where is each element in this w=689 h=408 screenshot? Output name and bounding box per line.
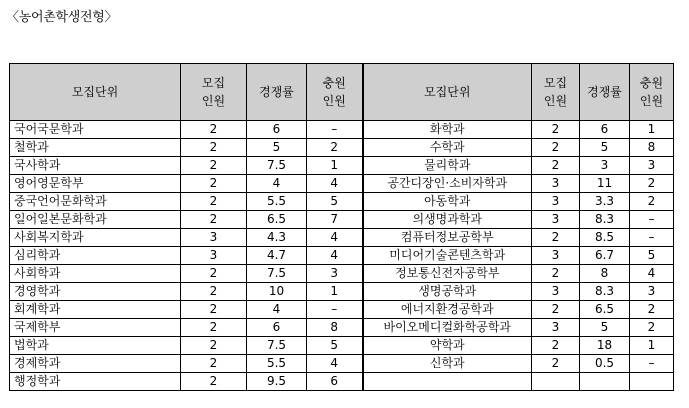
rate-cell: 7.5 bbox=[247, 157, 307, 175]
rate-cell: 8 bbox=[580, 265, 630, 283]
unit-cell: 법학과 bbox=[10, 337, 181, 355]
rate-cell: 4 bbox=[247, 175, 307, 193]
unit-cell: 약학과 bbox=[363, 337, 532, 355]
extra-cell: 8 bbox=[630, 139, 674, 157]
extra-cell: 3 bbox=[630, 157, 674, 175]
table-row bbox=[10, 193, 674, 211]
rate-cell bbox=[580, 373, 630, 391]
extra-cell: 1 bbox=[630, 337, 674, 355]
recruit-cell: 3 bbox=[532, 319, 580, 337]
admission-table bbox=[9, 63, 674, 391]
table-row bbox=[10, 301, 674, 319]
rate-cell: 6 bbox=[247, 319, 307, 337]
recruit-cell bbox=[532, 373, 580, 391]
rate-cell: 3.3 bbox=[580, 193, 630, 211]
rate-cell: 18 bbox=[580, 337, 630, 355]
extra-cell bbox=[630, 373, 674, 391]
unit-cell: 국어국문학과 bbox=[10, 121, 181, 139]
header-extra: 충원 인원 bbox=[630, 64, 674, 121]
rate-cell: 3 bbox=[580, 157, 630, 175]
rate-cell: 0.5 bbox=[580, 355, 630, 373]
unit-cell: 국제학부 bbox=[10, 319, 181, 337]
rate-cell: 6.5 bbox=[247, 211, 307, 229]
extra-cell: 2 bbox=[307, 139, 363, 157]
rate-cell: 6 bbox=[247, 121, 307, 139]
unit-cell: 철학과 bbox=[10, 139, 181, 157]
rate-cell: 5.5 bbox=[247, 193, 307, 211]
table-row bbox=[10, 139, 674, 157]
unit-cell: 사회학과 bbox=[10, 265, 181, 283]
table-body bbox=[10, 121, 674, 391]
extra-cell: 2 bbox=[630, 319, 674, 337]
unit-cell: 생명공학과 bbox=[363, 283, 532, 301]
recruit-cell: 3 bbox=[532, 283, 580, 301]
recruit-cell: 3 bbox=[532, 211, 580, 229]
rate-cell: 5 bbox=[580, 139, 630, 157]
recruit-cell: 2 bbox=[532, 301, 580, 319]
unit-cell: 수학과 bbox=[363, 139, 532, 157]
extra-cell: 1 bbox=[630, 121, 674, 139]
unit-cell: 회계학과 bbox=[10, 301, 181, 319]
header-extra: 충원 인원 bbox=[307, 64, 363, 121]
table-row bbox=[10, 157, 674, 175]
rate-cell: 8.3 bbox=[580, 283, 630, 301]
unit-cell: 아동학과 bbox=[363, 193, 532, 211]
recruit-cell: 2 bbox=[532, 139, 580, 157]
table-row bbox=[10, 319, 674, 337]
unit-cell: 화학과 bbox=[363, 121, 532, 139]
rate-cell: 9.5 bbox=[247, 373, 307, 391]
rate-cell: 5 bbox=[247, 139, 307, 157]
recruit-cell: 2 bbox=[532, 157, 580, 175]
unit-cell: 국사학과 bbox=[10, 157, 181, 175]
recruit-cell: 2 bbox=[181, 157, 247, 175]
extra-cell: 6 bbox=[307, 373, 363, 391]
unit-cell: 컴퓨터정보공학부 bbox=[363, 229, 532, 247]
extra-cell: 1 bbox=[307, 283, 363, 301]
recruit-cell: 3 bbox=[532, 193, 580, 211]
recruit-cell: 2 bbox=[181, 319, 247, 337]
recruit-cell: 2 bbox=[532, 121, 580, 139]
rate-cell: 6 bbox=[580, 121, 630, 139]
recruit-cell: 3 bbox=[532, 175, 580, 193]
table-row bbox=[10, 265, 674, 283]
unit-cell: 신학과 bbox=[363, 355, 532, 373]
header-unit: 모집단위 bbox=[363, 64, 532, 121]
unit-cell: 경제학과 bbox=[10, 355, 181, 373]
rate-cell: 8.5 bbox=[580, 229, 630, 247]
recruit-cell: 2 bbox=[532, 265, 580, 283]
recruit-cell: 2 bbox=[532, 337, 580, 355]
extra-cell: 7 bbox=[307, 211, 363, 229]
extra-cell: 5 bbox=[630, 247, 674, 265]
recruit-cell: 2 bbox=[181, 355, 247, 373]
header-unit: 모집단위 bbox=[10, 64, 181, 121]
extra-cell: 5 bbox=[307, 193, 363, 211]
unit-cell: 정보통신전자공학부 bbox=[363, 265, 532, 283]
extra-cell: 5 bbox=[307, 337, 363, 355]
extra-cell: – bbox=[630, 229, 674, 247]
extra-cell: 4 bbox=[630, 265, 674, 283]
recruit-cell: 2 bbox=[181, 175, 247, 193]
recruit-cell: 2 bbox=[181, 283, 247, 301]
table-row bbox=[10, 283, 674, 301]
extra-cell: 2 bbox=[630, 175, 674, 193]
extra-cell: – bbox=[630, 211, 674, 229]
rate-cell: 6.5 bbox=[580, 301, 630, 319]
unit-cell: 사회복지학과 bbox=[10, 229, 181, 247]
recruit-cell: 2 bbox=[181, 373, 247, 391]
extra-cell: 4 bbox=[307, 247, 363, 265]
recruit-cell: 2 bbox=[181, 193, 247, 211]
rate-cell: 6.7 bbox=[580, 247, 630, 265]
extra-cell: 3 bbox=[307, 265, 363, 283]
unit-cell: 의생명과학과 bbox=[363, 211, 532, 229]
recruit-cell: 3 bbox=[181, 247, 247, 265]
recruit-cell: 3 bbox=[532, 247, 580, 265]
table-row bbox=[10, 175, 674, 193]
unit-cell: 행정학과 bbox=[10, 373, 181, 391]
rate-cell: 7.5 bbox=[247, 337, 307, 355]
table-row bbox=[10, 247, 674, 265]
extra-cell: 2 bbox=[630, 301, 674, 319]
recruit-cell: 2 bbox=[181, 211, 247, 229]
extra-cell: 4 bbox=[307, 229, 363, 247]
recruit-cell: 2 bbox=[532, 355, 580, 373]
unit-cell bbox=[363, 373, 532, 391]
recruit-cell: 3 bbox=[181, 229, 247, 247]
rate-cell: 8.3 bbox=[580, 211, 630, 229]
header-recruit: 모집 인원 bbox=[181, 64, 247, 121]
header-recruit: 모집 인원 bbox=[532, 64, 580, 121]
recruit-cell: 2 bbox=[181, 121, 247, 139]
recruit-cell: 2 bbox=[181, 301, 247, 319]
table-header bbox=[10, 64, 674, 121]
extra-cell: 2 bbox=[630, 193, 674, 211]
rate-cell: 5 bbox=[580, 319, 630, 337]
unit-cell: 중국언어문화학과 bbox=[10, 193, 181, 211]
extra-cell: 8 bbox=[307, 319, 363, 337]
recruit-cell: 2 bbox=[532, 229, 580, 247]
recruit-cell: 2 bbox=[181, 337, 247, 355]
page-title: 〈농어촌학생전형〉 bbox=[6, 10, 118, 25]
recruit-cell: 2 bbox=[181, 265, 247, 283]
recruit-cell: 2 bbox=[181, 139, 247, 157]
unit-cell: 영어영문학부 bbox=[10, 175, 181, 193]
unit-cell: 경영학과 bbox=[10, 283, 181, 301]
table-row bbox=[10, 211, 674, 229]
unit-cell: 물리학과 bbox=[363, 157, 532, 175]
extra-cell: 4 bbox=[307, 355, 363, 373]
extra-cell: 3 bbox=[630, 283, 674, 301]
rate-cell: 11 bbox=[580, 175, 630, 193]
table-row bbox=[10, 355, 674, 373]
table-row bbox=[10, 121, 674, 139]
table-row bbox=[10, 373, 674, 391]
extra-cell: – bbox=[307, 121, 363, 139]
extra-cell: – bbox=[630, 355, 674, 373]
unit-cell: 일어일본문화학과 bbox=[10, 211, 181, 229]
extra-cell: – bbox=[307, 301, 363, 319]
header-rate: 경쟁률 bbox=[580, 64, 630, 121]
table-row bbox=[10, 229, 674, 247]
rate-cell: 4.7 bbox=[247, 247, 307, 265]
unit-cell: 미디어기술콘텐츠학과 bbox=[363, 247, 532, 265]
rate-cell: 4 bbox=[247, 301, 307, 319]
unit-cell: 에너지환경공학과 bbox=[363, 301, 532, 319]
unit-cell: 심리학과 bbox=[10, 247, 181, 265]
extra-cell: 1 bbox=[307, 157, 363, 175]
table-row bbox=[10, 337, 674, 355]
unit-cell: 공간디장인·소비자학과 bbox=[363, 175, 532, 193]
rate-cell: 5.5 bbox=[247, 355, 307, 373]
rate-cell: 4.3 bbox=[247, 229, 307, 247]
extra-cell: 4 bbox=[307, 175, 363, 193]
unit-cell: 바이오메디컬화학공학과 bbox=[363, 319, 532, 337]
rate-cell: 10 bbox=[247, 283, 307, 301]
header-rate: 경쟁률 bbox=[247, 64, 307, 121]
rate-cell: 7.5 bbox=[247, 265, 307, 283]
